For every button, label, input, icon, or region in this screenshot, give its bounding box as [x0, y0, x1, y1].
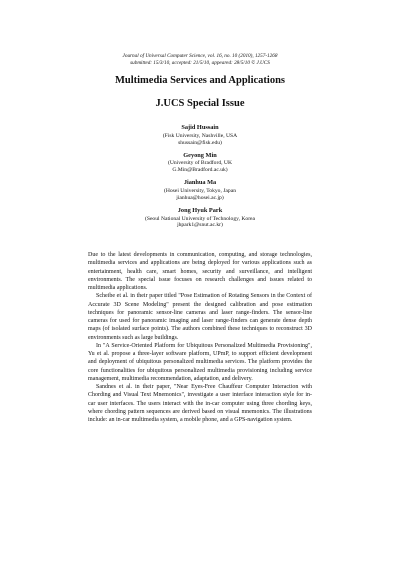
author-name: Jianhua Ma [183, 179, 217, 187]
author-name: Geyong Min [183, 151, 217, 159]
body-paragraph: In "A Service-Oriented Platform for Ubiquitous Personalized Multimedia Provisioning", Yu et al. propose a three-layer software platform, UPmP, to support efficient development and deployment of ubiquitous personalized multimedia services. The platform provides the core functionalities for ubiquitous personalized multimedia provisioning including service management, multimedia recommendation, adaptation, and delivery. [88, 342, 312, 382]
author-block [60, 152, 340, 174]
body-paragraph: Scheibe et al. in their paper titled "Pose Estimation of Rotating Sensors in the Context of Accurate 3D Scene Modeling" present the designed calibration and pose estimation techniques for panoramic sensor-line cameras and laser range-finders. The sensor-line cameras for used for panoramic imaging and laser range-finders can generate dense depth maps (of isolated surface points). The authors combined these techniques to reconstruct 3D environments such as large buildings. [88, 293, 312, 341]
author-name: Jong Hyuk Park [177, 206, 223, 214]
body-paragraph: Sandnes et al. in their paper, "Near Eyes-Free Chauffeur Computer Interaction with Chording and Visual Text Mnemonics", investigate a user interface interaction style for in-car user interfaces. The users interact with the in-car computer using three chording keys, where chording pattern sequences are derived based on visual mnemonics. The illustrations include: an in-car multimedia system, a mobile phone, and a GPS-navigation system. [88, 384, 312, 423]
author-email: jianhua@hosei.ac.jp) [176, 194, 224, 201]
author-name: Sajid Hussain [181, 124, 219, 131]
author-block [60, 124, 340, 146]
paper-title: Multimedia Services and Applications [114, 75, 286, 86]
author-email: jhpark1@snut.ac.kr) [177, 222, 223, 229]
author-affiliation: (University of Bradford, UK [167, 160, 232, 167]
paper-subtitle: J.UCS Special Issue [155, 98, 245, 109]
submission-dates: submitted: 15/3/10, accepted: 21/5/10, appeared: 28/5/10 © J.UCS [130, 59, 270, 66]
body-paragraph: Due to the latest developments in communication, computing, and storage technologies, multimedia services and applications are being deployed for various applications such as entertainment, health care, smart homes, security and surveillance, and intelligent environments. The special issue focuses on research challenges and issues related to multimedia applications. [88, 252, 312, 291]
author-block [60, 207, 340, 229]
author-list [60, 124, 340, 234]
author-email: shussain@fisk.edu) [178, 139, 222, 146]
author-affiliation: (Hosei University, Tokyo, Japan [163, 187, 236, 194]
author-affiliation: (Seoul National University of Technology, Korea [144, 215, 256, 222]
journal-citation: Journal of Universal Computer Science, vol. 16, no. 10 (2010), 1257-1268 [122, 53, 278, 59]
author-block [60, 179, 340, 201]
journal-header [60, 53, 340, 66]
author-affiliation: (Fisk University, Nashville, USA [162, 132, 238, 139]
author-email: G.Min@Bradford.ac.uk) [172, 167, 228, 174]
body-text [88, 251, 312, 424]
